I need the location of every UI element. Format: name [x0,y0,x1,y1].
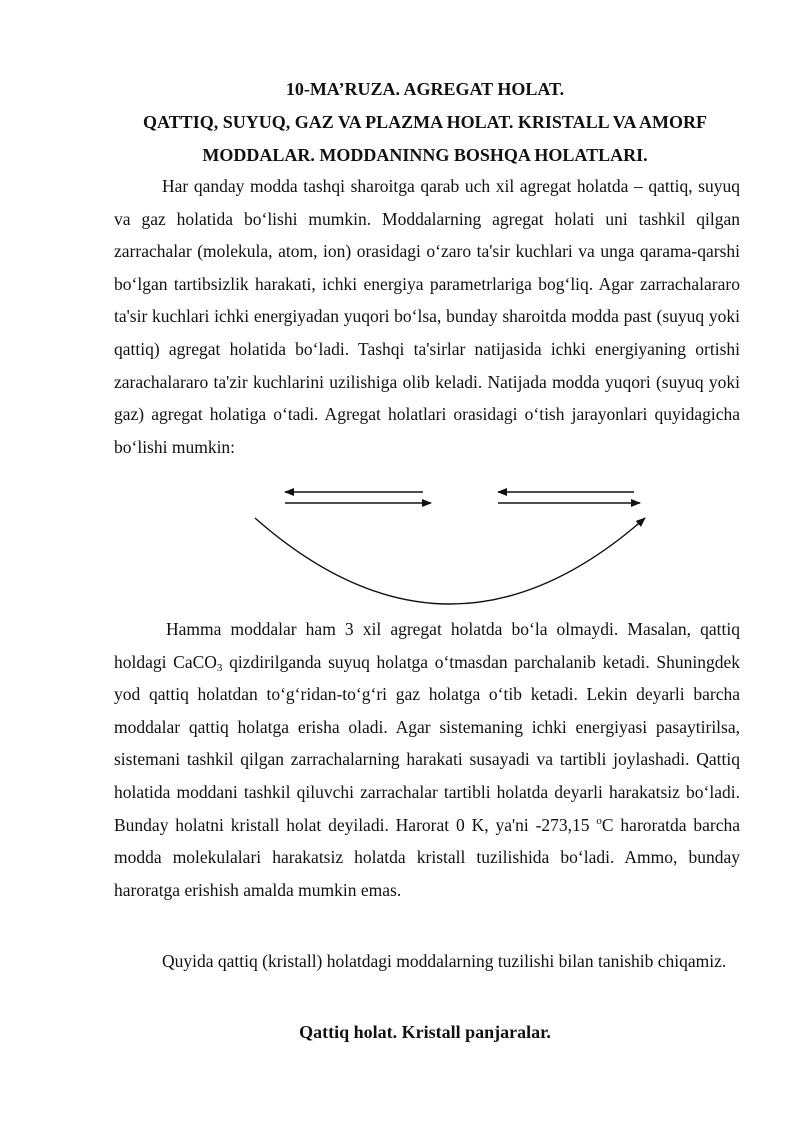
paragraph-states: Hamma moddalar ham 3 xil agregat holatda bo‘la olmaydi. Masalan, qattiq holdagi CaCO$_3$ qizdirilganda suyuq holatga o‘tmasdan parchalanib ketadi. Shuningdek yod qattiq holatdan to‘g‘ridan-to‘g‘ri gaz holatga o‘tib ketadi. Lekin deyarli barcha moddalar qattiq holatga erisha oladi. Agar sistemaning ichki energiyasi pasaytirilsa, sistemani tashkil qilgan zarrachalarning harakati susayadi va tartibli joylashadi. Qattiq holatida moddani tashkil qiluvchi zarrachalar tartibli holatda deyarli harakatsiz bo‘ladi. Bunday holatni kristall holat deyiladi. Harorat 0 K, ya'ni -273,15 $^o$C haroratda barcha modda molekulalari harakatsiz holatda kristall tuzilishida bo‘ladi. Ammo, bunday haroratga erishish amalda mumkin emas. [114,619,740,900]
paragraph-next: Quyida qattiq (kristall) holatdagi moddalarning tuzilishi bilan tanishib chiqamiz. [162,951,727,971]
lecture-title-line-2: QATTIQ, SUYUQ, GAZ VA PLAZMA HOLAT. KRISTALL VA AMORF [143,112,707,132]
paragraph-intro: Har qanday modda tashqi sharoitga qarab uch xil agregat holatda – qattiq, suyuq va gaz holatida bo‘lishi mumkin. Moddalarning agregat holati uni tashkil qilgan zarrachalar (molekula, atom, ion) orasidagi o‘zaro ta'sir kuchlari va unga qarama-qarshi bo‘lgan tartibsizlik harakati, ichki energiya parametrlariga bog‘liq. Agar zarrachalararo ta'sir kuchlari ichki energiyadan yuqori bo‘lsa, bunday sharoitda modda past (suyuq yoki qattiq) agregat holatida bo‘ladi. Tashqi ta'sirlar natijasida ichki energiyaning ortishi zarachalararo ta'zir kuchlarini uzilishiga olib keladi. Natijada modda yuqori (suyuq yoki gaz) agregat holatiga o‘tadi. Agregat holatlari orasidagi o‘tish jarayonlari quyidagicha bo‘lishi mumkin: [114,176,740,457]
section-subtitle: Qattiq holat. Kristall panjaralar. [299,1022,551,1042]
lecture-title-line-3: MODDALAR. MODDANINNG BOSHQA HOLATLARI. [202,145,648,165]
phase-transition-arrows-diagram [0,470,800,620]
lecture-title: 10-MA’RUZA. AGREGAT HOLAT. [285,79,565,99]
arrow-sublimation-arc [255,518,645,604]
